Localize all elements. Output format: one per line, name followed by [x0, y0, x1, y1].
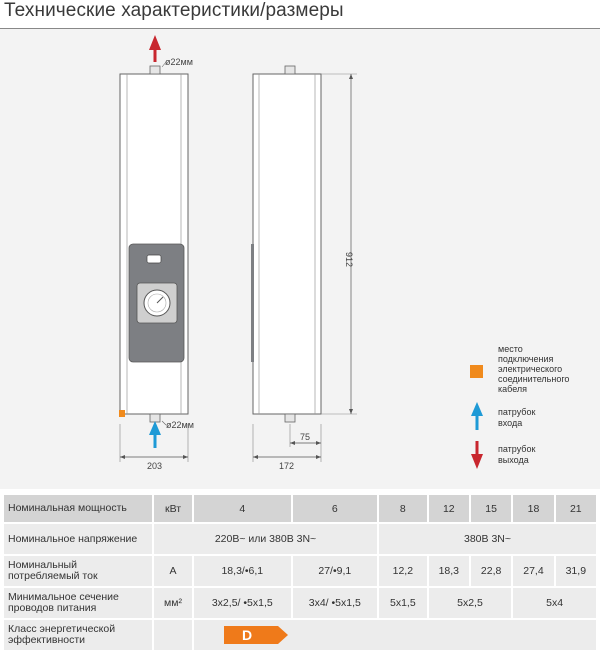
- page-title: Технические характеристики/размеры: [4, 0, 344, 21]
- cable-label: Минимальное сечение проводов питания: [4, 587, 153, 619]
- current-unit: А: [153, 555, 193, 587]
- current-value: 27,4: [512, 555, 554, 587]
- height-dimension: 912: [344, 252, 354, 268]
- current-value: 18,3: [428, 555, 470, 587]
- current-value: 22,8: [470, 555, 512, 587]
- top-pipe-label: ø22мм: [165, 57, 193, 67]
- cable-value: 3х4/ •5х1,5: [292, 587, 378, 619]
- outlet-arrow-icon: [149, 35, 161, 50]
- voltage-value-low: 220В~ или 380В 3N~: [153, 523, 378, 555]
- energy-class-badge: [224, 626, 288, 644]
- legend-outlet-label: патрубок выхода: [498, 444, 536, 465]
- side-body: [253, 74, 321, 414]
- legend-inlet-arrow-icon: [471, 402, 483, 416]
- cable-value: 5х2,5: [428, 587, 513, 619]
- width-dimension: 203: [147, 461, 163, 471]
- side-top-pipe: [285, 66, 295, 74]
- current-value: 27/•9,1: [292, 555, 378, 587]
- power-value: 8: [378, 495, 428, 523]
- side-view: [251, 66, 357, 471]
- cable-marker: [119, 410, 125, 417]
- offset-dimension: 75: [300, 432, 311, 442]
- legend-outlet-arrow-icon: [471, 454, 483, 469]
- table-row-current: [4, 555, 597, 587]
- table-row-cable: [4, 587, 597, 619]
- depth-dimension: 172: [279, 461, 295, 471]
- current-value: 18,3/•6,1: [193, 555, 292, 587]
- cable-value: 5х4: [512, 587, 597, 619]
- table-row-energy: [4, 619, 597, 651]
- voltage-label: Номинальное напряжение: [4, 523, 153, 555]
- side-panel-edge: [251, 244, 254, 362]
- cable-value: 5х1,5: [378, 587, 428, 619]
- top-pipe: [150, 66, 160, 74]
- bottom-pipe-label: ø22мм: [166, 420, 194, 430]
- power-value: 12: [428, 495, 470, 523]
- legend: [470, 344, 572, 469]
- energy-arrow-icon: [224, 626, 288, 644]
- current-value: 12,2: [378, 555, 428, 587]
- front-view: [119, 35, 194, 471]
- side-bottom-pipe: [285, 414, 295, 422]
- power-value: 21: [555, 495, 597, 523]
- power-value: 6: [292, 495, 378, 523]
- spec-table: [4, 495, 598, 652]
- legend-cable-label: место подключения электрического соединительного кабеля: [498, 344, 570, 394]
- table-row-power: [4, 495, 597, 523]
- voltage-value-high: 380В 3N~: [378, 523, 597, 555]
- indicator-window: [147, 255, 161, 263]
- energy-label: Класс энергетической эффективности: [4, 619, 153, 651]
- inlet-arrow-icon: [149, 421, 161, 435]
- power-value: 4: [193, 495, 292, 523]
- power-value: 15: [470, 495, 512, 523]
- technical-drawing: [0, 29, 600, 489]
- cable-value: 3х2,5/ •5х1,5: [193, 587, 292, 619]
- power-label: Номинальная мощность: [4, 495, 153, 523]
- energy-class-value: D: [242, 627, 253, 643]
- current-label: Номинальный потребляемый ток: [4, 555, 153, 587]
- bottom-pipe: [150, 414, 160, 422]
- legend-inlet-label: патрубок входа: [498, 407, 536, 428]
- table-row-voltage: [4, 523, 597, 555]
- current-value: 31,9: [555, 555, 597, 587]
- cable-unit: мм²: [153, 587, 193, 619]
- legend-cable-swatch: [470, 365, 483, 378]
- power-unit: кВт: [153, 495, 193, 523]
- power-value: 18: [512, 495, 554, 523]
